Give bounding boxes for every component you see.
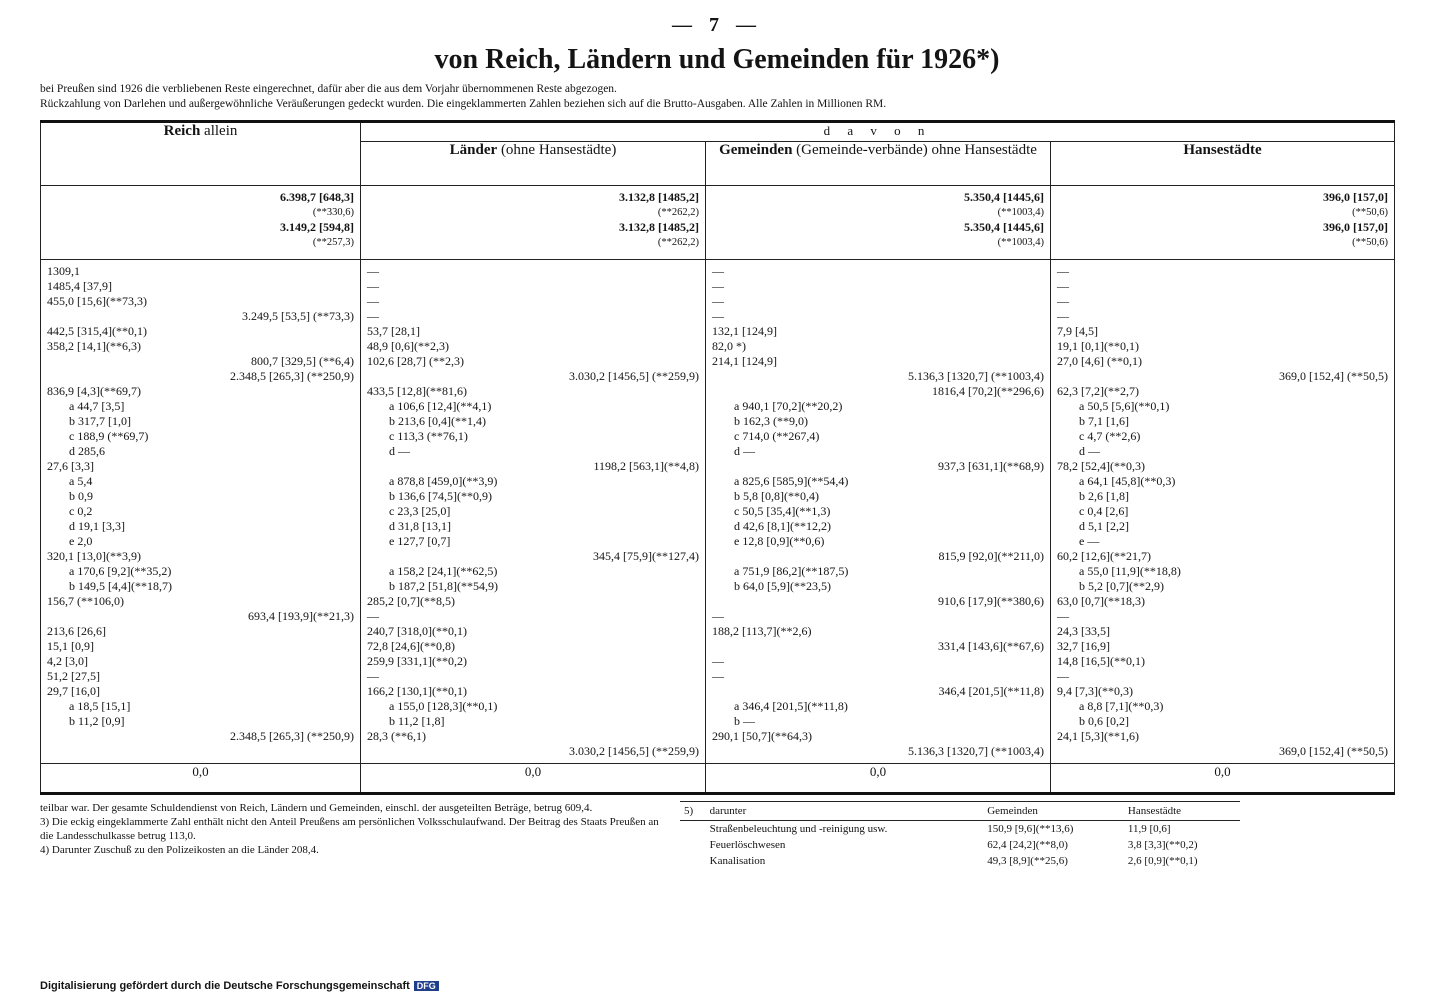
subtable-header: Hansestädte [1124, 802, 1240, 821]
total-value: 3.149,2 [594,8] [280, 220, 354, 234]
footnote-subtable-wrap [680, 801, 1394, 869]
table-cell-value: 1816,4 [70,2](**296,6) [932, 384, 1044, 398]
table-cell-value: b 162,3 (**9,0) [734, 414, 808, 428]
table-cell-value: a 155,0 [128,3](**0,1) [389, 699, 498, 713]
table-cell-value: 132,1 [124,9] [712, 324, 777, 338]
total-value: (**1003,4) [997, 207, 1044, 218]
table-cell-value: 32,7 [16,9] [1057, 639, 1110, 653]
table-cell-value: — [367, 309, 379, 323]
table-cell-value: 82,0 *) [712, 339, 746, 353]
credit-text: Digitalisierung gefördert durch die Deutsche Forschungsgemeinschaft [40, 980, 410, 992]
table-cell-value: 937,3 [631,1](**68,9) [938, 459, 1044, 473]
column-header-rest: (ohne Hansestädte) [497, 142, 617, 158]
table-cell-value: c 23,3 [25,0] [389, 504, 451, 518]
total-value: 3.132,8 [1485,2] [619, 220, 699, 234]
column-header-reich [41, 122, 361, 186]
total-value: 3.132,8 [1485,2] [619, 190, 699, 204]
total-value: (**1003,4) [997, 237, 1044, 248]
reich-column-body [41, 260, 361, 764]
table-cell-value: 19,1 [0,1](**0,1) [1057, 339, 1139, 353]
subtable-header: darunter [706, 802, 984, 821]
table-cell-value: 214,1 [124,9] [712, 354, 777, 368]
table-cell-value: — [367, 669, 379, 683]
table-cell-value: b 0,6 [0,2] [1079, 714, 1129, 728]
table-cell-value: — [367, 279, 379, 293]
table-cell-value: b — [734, 714, 755, 728]
zero-cell: 0,0 [1051, 764, 1395, 794]
table-cell-value: b 0,9 [69, 489, 93, 503]
table-cell-value: b 213,6 [0,4](**1,4) [389, 414, 486, 428]
subtable-header: Gemeinden [983, 802, 1124, 821]
table-cell-value: d — [389, 444, 410, 458]
table-cell-value: 800,7 [329,5] (**6,4) [251, 354, 354, 368]
table-cell-value: c 4,7 (**2,6) [1079, 429, 1141, 443]
hanse-rows [1057, 264, 1388, 759]
table-cell-value: c 0,2 [69, 504, 93, 518]
page-number: — 7 — [672, 14, 762, 36]
table-cell-value: — [712, 654, 724, 668]
table-cell-value: d 31,8 [13,1] [389, 519, 451, 533]
table-cell-value: 9,4 [7,3](**0,3) [1057, 684, 1133, 698]
footnotes-area [40, 801, 1394, 869]
table-cell-value: 3.030,2 [1456,5] (**259,9) [569, 369, 699, 383]
table-cell-value: 3.030,2 [1456,5] (**259,9) [569, 744, 699, 758]
footnote: 4) Darunter Zuschuß zu den Polizeikosten an die Länder 208,4. [40, 844, 319, 856]
table-cell-value: 72,8 [24,6](**0,8) [367, 639, 455, 653]
table-cell-value: — [1057, 669, 1069, 683]
table-cell-value: 693,4 [193,9](**21,3) [248, 609, 354, 623]
table-cell-value: 51,2 [27,5] [47, 669, 100, 683]
table-cell-value: 78,2 [52,4](**0,3) [1057, 459, 1145, 473]
table-cell-value: — [1057, 279, 1069, 293]
table-cell-value: 346,4 [201,5](**11,8) [938, 684, 1044, 698]
table-cell-value: — [712, 294, 724, 308]
gemeinden-rows [712, 264, 1044, 759]
table-cell-value: 53,7 [28,1] [367, 324, 420, 338]
table-cell-value: a 751,9 [86,2](**187,5) [734, 564, 849, 578]
footnotes [40, 801, 680, 869]
table-cell-value: a 55,0 [11,9](**18,8) [1079, 564, 1181, 578]
column-header-rest: allein [200, 123, 238, 139]
subtable-value: 49,3 [8,9](**25,6) [987, 855, 1068, 867]
table-cell-value: 15,1 [0,9] [47, 639, 94, 653]
table-cell-value: d 42,6 [8,1](**12,2) [734, 519, 831, 533]
table-cell-value: — [1057, 294, 1069, 308]
finance-table [40, 120, 1395, 795]
subtable-row [680, 821, 1240, 838]
table-cell-value: c 113,3 (**76,1) [389, 429, 468, 443]
table-cell-value: b 2,6 [1,8] [1079, 489, 1129, 503]
table-cell-value: — [367, 264, 379, 278]
table-cell-value: 3.249,5 [53,5] (**73,3) [242, 309, 354, 323]
footnote: teilbar war. Der gesamte Schuldendienst von Reich, Ländern und Gemeinden, einschl. der ausgeteilten Beträge, betrug 609,4. [40, 802, 593, 814]
table-cell-value: 7,9 [4,5] [1057, 324, 1098, 338]
table-cell-value: a 106,6 [12,4](**4,1) [389, 399, 492, 413]
table-cell-value: 815,9 [92,0](**211,0) [938, 549, 1044, 563]
table-cell-value: — [1057, 309, 1069, 323]
subtable-label: Feuerlöschwesen [709, 839, 786, 851]
footnote-subtable [680, 801, 1240, 869]
column-header-bold: Hansestädte [1183, 142, 1262, 158]
table-cell-value: 28,3 (**6,1) [367, 729, 426, 743]
table-cell-value: — [367, 609, 379, 623]
laender-column-body [361, 260, 706, 764]
total-value: 396,0 [157,0] [1323, 190, 1389, 204]
table-cell-value: b 11,2 [1,8] [389, 714, 445, 728]
table-cell-value: 188,2 [113,7](**2,6) [712, 624, 812, 638]
laender-rows [367, 264, 699, 759]
hanse-column-body [1051, 260, 1395, 764]
table-cell-value: — [367, 294, 379, 308]
subtable-label: Straßenbeleuchtung und -reinigung usw. [709, 823, 888, 835]
page-title: von Reich, Ländern und Gemeinden für 1926*) [434, 44, 1000, 75]
header-note [40, 82, 1394, 112]
table-cell-value: a 64,1 [45,8](**0,3) [1079, 474, 1176, 488]
table-cell-value: 1485,4 [37,9] [47, 279, 112, 293]
table-cell-value: d — [1079, 444, 1100, 458]
reich-rows [47, 264, 354, 744]
subtable-row [680, 853, 1240, 869]
table-cell-value: a 346,4 [201,5](**11,8) [734, 699, 848, 713]
reich-totals [41, 186, 361, 260]
table-cell-value: 836,9 [4,3](**69,7) [47, 384, 141, 398]
table-cell-value: 285,2 [0,7](**8,5) [367, 594, 455, 608]
table-cell-value: a 170,6 [9,2](**35,2) [69, 564, 172, 578]
table-cell-value: — [712, 609, 724, 623]
table-cell-value: a 825,6 [585,9](**54,4) [734, 474, 849, 488]
column-header-bold: Reich [163, 123, 201, 139]
table-cell-value: b 317,7 [1,0] [69, 414, 131, 428]
table-cell-value: b 5,8 [0,8](**0,4) [734, 489, 819, 503]
table-cell-value: 27,0 [4,6] (**0,1) [1057, 354, 1142, 368]
table-cell-value: 358,2 [14,1](**6,3) [47, 339, 141, 353]
table-cell-value: 1309,1 [47, 264, 80, 278]
table-cell-value: 29,7 [16,0] [47, 684, 100, 698]
table-cell-value: 910,6 [17,9](**380,6) [938, 594, 1044, 608]
total-value: (**262,2) [657, 237, 699, 248]
table-cell-value: 24,1 [5,3](**1,6) [1057, 729, 1139, 743]
table-cell-value: — [712, 279, 724, 293]
table-cell-value: d 5,1 [2,2] [1079, 519, 1129, 533]
davon-header: d a v o n [361, 122, 1395, 142]
laender-totals [361, 186, 706, 260]
table-cell-value: a 18,5 [15,1] [69, 699, 131, 713]
table-cell-value: 290,1 [50,7](**64,3) [712, 729, 812, 743]
column-header-rest: (Gemeinde-verbände) ohne Hansestädte [792, 142, 1037, 158]
subtable-value: 3,8 [3,3](**0,2) [1127, 839, 1198, 851]
table-cell-value: b 11,2 [0,9] [69, 714, 125, 728]
table-cell-value: 2.348,5 [265,3] (**250,9) [230, 369, 354, 383]
table-cell-value: 213,6 [26,6] [47, 624, 106, 638]
table-cell-value: 5.136,3 [1320,7] (**1003,4) [908, 744, 1044, 758]
table-cell-value: 240,7 [318,0](**0,1) [367, 624, 467, 638]
table-cell-value: 455,0 [15,6](**73,3) [47, 294, 147, 308]
table-cell-value: — [712, 309, 724, 323]
subtable-row [680, 837, 1240, 853]
total-value: 6.398,7 [648,3] [280, 190, 354, 204]
table-cell-value: 331,4 [143,6](**67,6) [938, 639, 1044, 653]
table-cell-value: 442,5 [315,4](**0,1) [47, 324, 147, 338]
table-cell-value: 24,3 [33,5] [1057, 624, 1110, 638]
total-value: (**330,6) [312, 207, 354, 218]
table-cell-value: — [1057, 609, 1069, 623]
header-note-line: Rückzahlung von Darlehen und außergewöhnliche Veräußerungen gedeckt wurden. Die eingeklammerten Zahlen beziehen sich auf die Brutto-Ausgaben. Alle Zahlen in Millionen RM. [40, 98, 887, 110]
footnote: 3) Die eckig eingeklammerte Zahl enthält nicht den Anteil Preußens am persönlichen Volksschulaufwand. Der Beitrag des Staats Preußen an die Landesschulkasse betrug 113,0. [40, 816, 659, 842]
total-value: 5.350,4 [1445,6] [964, 190, 1044, 204]
table-cell-value: 63,0 [0,7](**18,3) [1057, 594, 1145, 608]
subtable-label: Kanalisation [709, 855, 766, 867]
column-header-bold: Gemeinden [719, 142, 793, 158]
table-cell-value: 27,6 [3,3] [47, 459, 94, 473]
table-cell-value: 2.348,5 [265,3] (**250,9) [230, 729, 354, 743]
table-cell-value: 1198,2 [563,1](**4,8) [593, 459, 699, 473]
table-cell-value: b 7,1 [1,6] [1079, 414, 1129, 428]
table-cell-value: a 940,1 [70,2](**20,2) [734, 399, 843, 413]
column-header-hansestaedte [1051, 142, 1395, 186]
table-cell-value: 320,1 [13,0](**3,9) [47, 549, 141, 563]
column-header-laender [361, 142, 706, 186]
total-value: 5.350,4 [1445,6] [964, 220, 1044, 234]
total-value: (**50,6) [1352, 237, 1389, 248]
zero-cell: 0,0 [361, 764, 706, 794]
table-cell-value: — [1057, 264, 1069, 278]
dfg-logo: DFG [414, 981, 439, 991]
table-cell-value: c 714,0 (**267,4) [734, 429, 820, 443]
table-cell-value: d 285,6 [69, 444, 105, 458]
table-cell-value: 369,0 [152,4] (**50,5) [1279, 369, 1389, 383]
zero-cell: 0,0 [41, 764, 361, 794]
table-cell-value: 4,2 [3,0] [47, 654, 88, 668]
table-cell-value: e 2,0 [69, 534, 93, 548]
table-cell-value: 433,5 [12,8](**81,6) [367, 384, 467, 398]
zero-cell: 0,0 [706, 764, 1051, 794]
total-value: (**257,3) [312, 237, 354, 248]
table-cell-value: b 64,0 [5,9](**23,5) [734, 579, 831, 593]
table-cell-value: 5.136,3 [1320,7] (**1003,4) [908, 369, 1044, 383]
table-cell-value: c 188,9 (**69,7) [69, 429, 149, 443]
table-cell-value: 48,9 [0,6](**2,3) [367, 339, 449, 353]
table-cell-value: a 878,8 [459,0](**3,9) [389, 474, 498, 488]
subtable-header: 5) [680, 802, 706, 821]
gemeinden-column-body [706, 260, 1051, 764]
header-note-line: bei Preußen sind 1926 die verbliebenen Reste eingerechnet, dafür aber die aus dem Vorjahr übernommenen Reste abgezogen. [40, 83, 617, 95]
table-cell-value: 14,8 [16,5](**0,1) [1057, 654, 1145, 668]
table-cell-value: 345,4 [75,9](**127,4) [593, 549, 699, 563]
gemeinden-totals [706, 186, 1051, 260]
total-value: (**50,6) [1352, 207, 1389, 218]
table-cell-value: a 5,4 [69, 474, 93, 488]
table-cell-value: e 12,8 [0,9](**0,6) [734, 534, 825, 548]
table-cell-value: — [712, 669, 724, 683]
hanse-totals [1051, 186, 1395, 260]
table-cell-value: c 0,4 [2,6] [1079, 504, 1129, 518]
total-value: 396,0 [157,0] [1323, 220, 1389, 234]
column-header-gemeinden [706, 142, 1051, 186]
table-cell-value: d — [734, 444, 755, 458]
table-cell-value: 166,2 [130,1](**0,1) [367, 684, 467, 698]
table-cell-value: a 50,5 [5,6](**0,1) [1079, 399, 1170, 413]
table-cell-value: e 127,7 [0,7] [389, 534, 451, 548]
table-cell-value: b 136,6 [74,5](**0,9) [389, 489, 492, 503]
table-cell-value: — [712, 264, 724, 278]
table-cell-value: a 44,7 [3,5] [69, 399, 125, 413]
table-cell-value: 369,0 [152,4] (**50,5) [1279, 744, 1389, 758]
table-cell-value: b 187,2 [51,8](**54,9) [389, 579, 498, 593]
column-header-bold: Länder [449, 142, 498, 158]
table-cell-value: d 19,1 [3,3] [69, 519, 125, 533]
table-cell-value: c 50,5 [35,4](**1,3) [734, 504, 831, 518]
subtable-value: 2,6 [0,9](**0,1) [1127, 855, 1198, 867]
table-cell-value: 259,9 [331,1](**0,2) [367, 654, 467, 668]
table-cell-value: 62,3 [7,2](**2,7) [1057, 384, 1139, 398]
digitization-credit [40, 980, 439, 992]
table-cell-value: b 5,2 [0,7](**2,9) [1079, 579, 1164, 593]
table-cell-value: a 8,8 [7,1](**0,3) [1079, 699, 1164, 713]
subtable-value: 150,9 [9,6](**13,6) [987, 823, 1074, 835]
subtable-value: 62,4 [24,2](**8,0) [987, 839, 1068, 851]
table-cell-value: e — [1079, 534, 1100, 548]
table-cell-value: a 158,2 [24,1](**62,5) [389, 564, 498, 578]
subtable-value: 11,9 [0,6] [1127, 823, 1171, 835]
table-cell-value: 102,6 [28,7] (**2,3) [367, 354, 464, 368]
total-value: (**262,2) [657, 207, 699, 218]
table-cell-value: b 149,5 [4,4](**18,7) [69, 579, 172, 593]
table-cell-value: 60,2 [12,6](**21,7) [1057, 549, 1151, 563]
table-cell-value: 156,7 (**106,0) [47, 594, 124, 608]
